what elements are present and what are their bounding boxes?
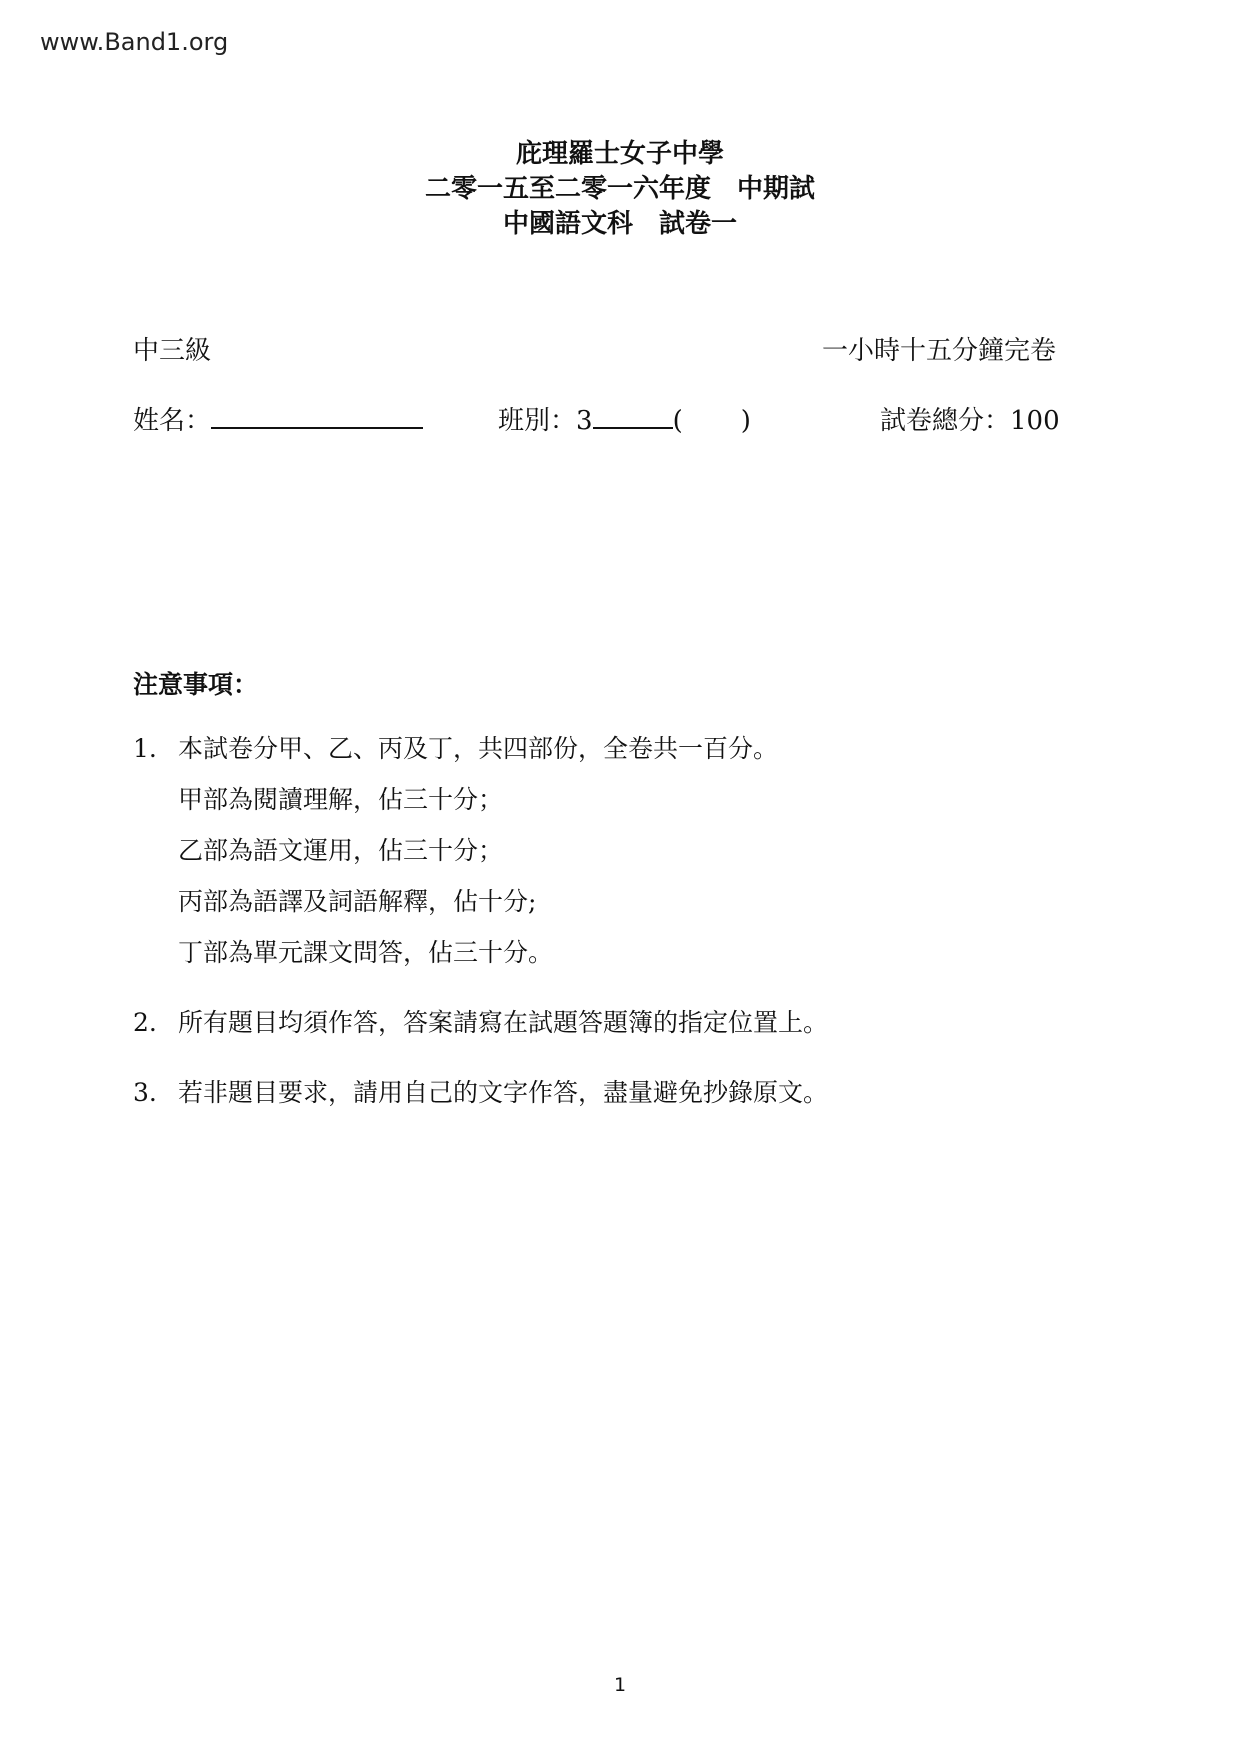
class-number-open: ( xyxy=(672,406,683,436)
notice-title: 注意事項： xyxy=(133,670,259,699)
notice-subitem: 丁部為單元課文問答，佔三十分。 xyxy=(178,938,554,967)
notice-item xyxy=(133,1003,828,1039)
total-value: 100 xyxy=(1010,406,1060,436)
notice-item xyxy=(133,729,778,765)
name-label: 姓名： xyxy=(133,406,212,436)
exam-header xyxy=(0,137,1240,242)
total-label: 試卷總分： xyxy=(880,406,1011,436)
watermark: www.Band1.org xyxy=(40,28,229,56)
exam-duration: 一小時十五分鐘完卷 xyxy=(822,336,1057,366)
name-blank[interactable] xyxy=(211,405,423,429)
notice-subitem: 乙部為語文運用，佔三十分； xyxy=(178,836,504,865)
class-blank[interactable] xyxy=(593,405,673,429)
exam-type: 中期試 xyxy=(737,174,816,204)
class-value: 3 xyxy=(576,406,593,436)
class-number-close: ) xyxy=(740,406,751,436)
exam-year-line xyxy=(0,172,1240,207)
subject-line xyxy=(0,207,1240,242)
item-text: 所有題目均須作答，答案請寫在試題答題簿的指定位置上。 xyxy=(178,1008,829,1037)
paper-name: 試卷一 xyxy=(659,209,738,239)
school-name: 庇理羅士女子中學 xyxy=(515,139,724,169)
total-score xyxy=(880,400,1060,437)
grade-level: 中三級 xyxy=(133,336,212,366)
exam-year: 二零一五至二零一六年度 xyxy=(424,174,711,204)
notice-subitem: 甲部為閱讀理解，佔三十分； xyxy=(178,785,504,814)
name-field xyxy=(133,400,423,437)
page-number: 1 xyxy=(613,1674,627,1696)
item-number: 1. xyxy=(133,734,157,763)
item-number: 2. xyxy=(133,1008,157,1037)
subject-name: 中國語文科 xyxy=(502,209,633,239)
notice-item xyxy=(133,1073,828,1109)
item-text: 若非題目要求，請用自己的文字作答，盡量避免抄錄原文。 xyxy=(178,1078,829,1107)
notice-subitem: 丙部為語譯及詞語解釋，佔十分; xyxy=(178,887,537,916)
class-field xyxy=(498,400,751,437)
item-number: 3. xyxy=(133,1078,157,1107)
item-text: 本試卷分甲、乙、丙及丁，共四部份，全卷共一百分。 xyxy=(178,734,779,763)
class-label: 班別： xyxy=(498,406,577,436)
